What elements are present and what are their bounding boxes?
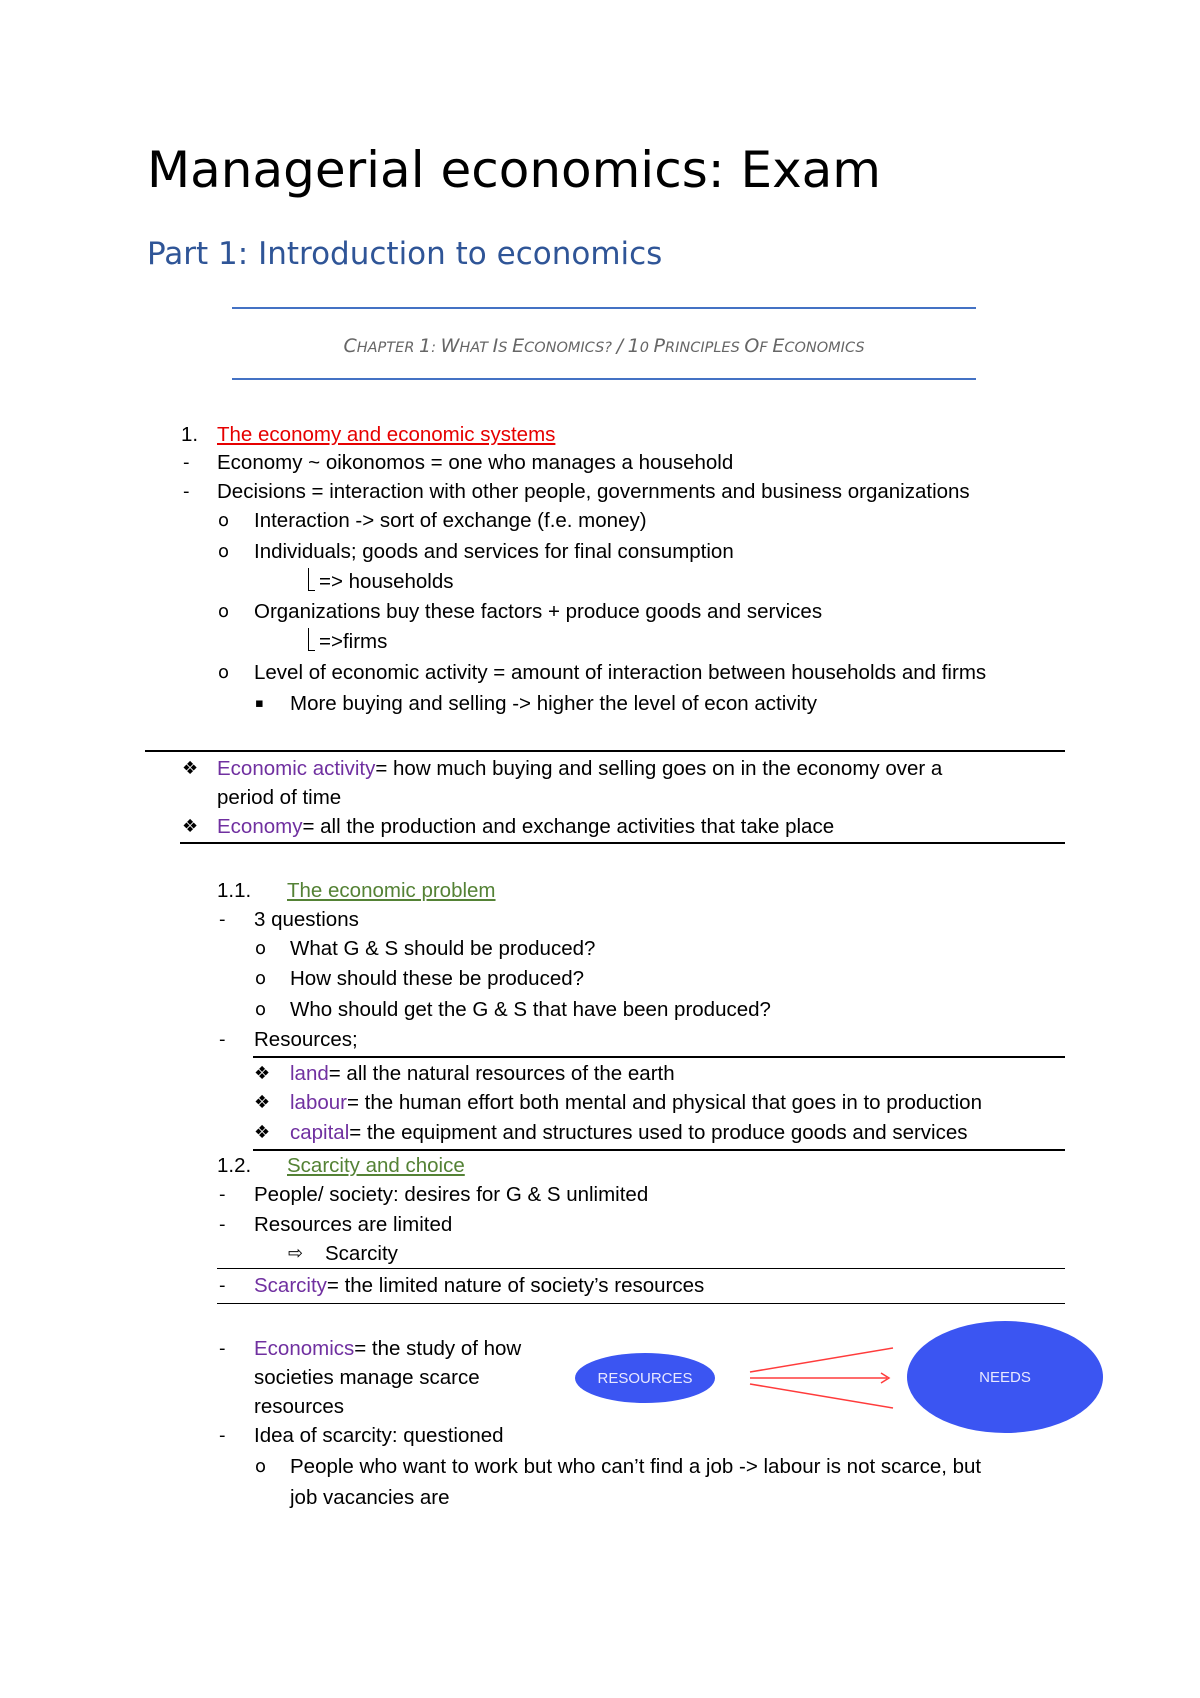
hollow-arrow-icon: ⇨ [288, 1243, 304, 1264]
definition-economics-line-2: societies manage scarce [254, 1366, 480, 1389]
diamond-bullet: ❖ [182, 816, 199, 837]
arrow-line-upper [750, 1348, 893, 1372]
branch-arrow-icon [308, 568, 315, 591]
chapter-heading [232, 334, 976, 360]
section-1-2-sub-1-cont: job vacancies are [290, 1486, 450, 1509]
square-bullet: ▪ [255, 696, 264, 711]
section-1-2-heading: Scarcity and choice [287, 1154, 465, 1177]
diamond-bullet: ❖ [254, 1092, 271, 1113]
section-1-2-bullet-1: People/ society: desires for G & S unlimited [254, 1183, 649, 1206]
section-1-bullet-2: Decisions = interaction with other people, governments and business organizations [217, 480, 970, 503]
section-1-heading: The economy and economic systems [217, 423, 556, 446]
section-1-2-sub-1: People who want to work but who can’t find a job -> labour is not scarce, but [290, 1455, 982, 1478]
question-1: What G & S should be produced? [290, 937, 596, 960]
section-1-sub-2: Individuals; goods and services for final consumption [254, 540, 734, 563]
households-arrow-line [308, 568, 454, 596]
scarcity-box-bottom-rule [217, 1303, 1065, 1304]
section-1-1-bullet-2: Resources; [254, 1028, 358, 1051]
circle-bullet: o [255, 999, 267, 1020]
circle-bullet: o [255, 968, 267, 989]
diamond-bullet: ❖ [254, 1063, 271, 1084]
households-arrow-text: => households [319, 570, 454, 593]
firms-arrow-text: =>firms [319, 630, 388, 653]
diamond-bullet: ❖ [182, 758, 199, 779]
definition-text: = the limited nature of society’s resources [326, 1274, 705, 1297]
section-1-1-heading: The economic problem [287, 879, 496, 902]
dash-bullet: - [219, 1184, 226, 1205]
definition-text: = the study of how [354, 1337, 522, 1360]
dash-bullet: - [183, 452, 190, 473]
circle-bullet: o [218, 601, 230, 622]
section-1-2-bullet-5: Idea of scarcity: questioned [254, 1424, 504, 1447]
branch-arrow-icon [308, 628, 315, 651]
section-1-sub-4: Level of economic activity = amount of interaction between households and firms [254, 661, 987, 684]
section-1-1-bullet-1: 3 questions [254, 908, 359, 931]
definition-text: = all the production and exchange activities that take place [302, 815, 835, 838]
definition-economic-activity [217, 755, 942, 783]
section-1-bullet-1: Economy ~ oikonomos = one who manages a household [217, 451, 734, 474]
chapter-heading-text: CHAPTER 1: WHAT IS ECONOMICS? / 10 PRINCIPLES OF ECONOMICS [343, 335, 865, 357]
resources-needs-diagram [575, 1318, 1105, 1438]
section-1-sub-1: Interaction -> sort of exchange (f.e. money) [254, 509, 647, 532]
term-labour: labour [290, 1091, 347, 1114]
term-economic-activity: Economic activity [217, 757, 376, 780]
section-1-number: 1. [181, 423, 199, 446]
definition-text: = how much buying and selling goes on in the economy over a [375, 757, 943, 780]
resources-box-top-rule [253, 1056, 1065, 1058]
definition-scarcity [254, 1272, 704, 1300]
dash-bullet: - [219, 1275, 226, 1296]
dash-bullet: - [183, 481, 190, 502]
question-2: How should these be produced? [290, 967, 585, 990]
resources-box-bottom-rule [253, 1149, 1065, 1151]
definition-economic-activity-cont: period of time [217, 786, 342, 809]
dash-bullet: - [219, 909, 226, 930]
circle-bullet: o [218, 662, 230, 683]
term-economics: Economics [254, 1337, 355, 1360]
section-1-sub-4-detail: More buying and selling -> higher the level of econ activity [290, 692, 818, 715]
dash-bullet: - [219, 1338, 226, 1359]
resource-capital [290, 1119, 968, 1147]
part-subtitle: Part 1: Introduction to economics [147, 236, 663, 272]
diamond-bullet: ❖ [254, 1122, 271, 1143]
section-1-1-number: 1.1. [217, 879, 252, 902]
resources-label: RESOURCES [597, 1370, 693, 1387]
scarcity-arrow-text: Scarcity [325, 1242, 398, 1265]
firms-arrow-line [308, 628, 387, 656]
definition-economy [217, 813, 834, 841]
scarcity-box-top-rule [217, 1268, 1065, 1269]
dash-bullet: - [219, 1425, 226, 1446]
definition-text: = the human effort both mental and physical that goes in to production [347, 1091, 982, 1114]
section-1-2-bullet-2: Resources are limited [254, 1213, 453, 1236]
circle-bullet: o [255, 1456, 267, 1477]
arrow-line-lower [750, 1384, 893, 1408]
question-3: Who should get the G & S that have been produced? [290, 998, 771, 1021]
section-1-sub-3: Organizations buy these factors + produce goods and services [254, 600, 823, 623]
definitions-box-bottom-rule [180, 842, 1065, 844]
definition-text: = all the natural resources of the earth [328, 1062, 675, 1085]
definitions-box-top-rule [145, 750, 1065, 752]
dash-bullet: - [219, 1029, 226, 1050]
term-capital: capital [290, 1121, 350, 1144]
needs-label: NEEDS [979, 1369, 1031, 1386]
chapter-rule-bottom [232, 378, 976, 380]
circle-bullet: o [218, 510, 230, 531]
term-scarcity: Scarcity [254, 1274, 327, 1297]
definition-economics-line-3: resources [254, 1395, 345, 1418]
term-economy: Economy [217, 815, 303, 838]
section-1-2-number: 1.2. [217, 1154, 252, 1177]
page-title: Managerial economics: Exam [147, 141, 882, 199]
chapter-rule-top [232, 307, 976, 309]
resource-labour [290, 1089, 982, 1117]
circle-bullet: o [255, 938, 267, 959]
definition-text: = the equipment and structures used to produce goods and services [349, 1121, 968, 1144]
term-land: land [290, 1062, 329, 1085]
definition-economics [254, 1335, 521, 1363]
dash-bullet: - [219, 1214, 226, 1235]
resource-land [290, 1060, 675, 1088]
circle-bullet: o [218, 541, 230, 562]
